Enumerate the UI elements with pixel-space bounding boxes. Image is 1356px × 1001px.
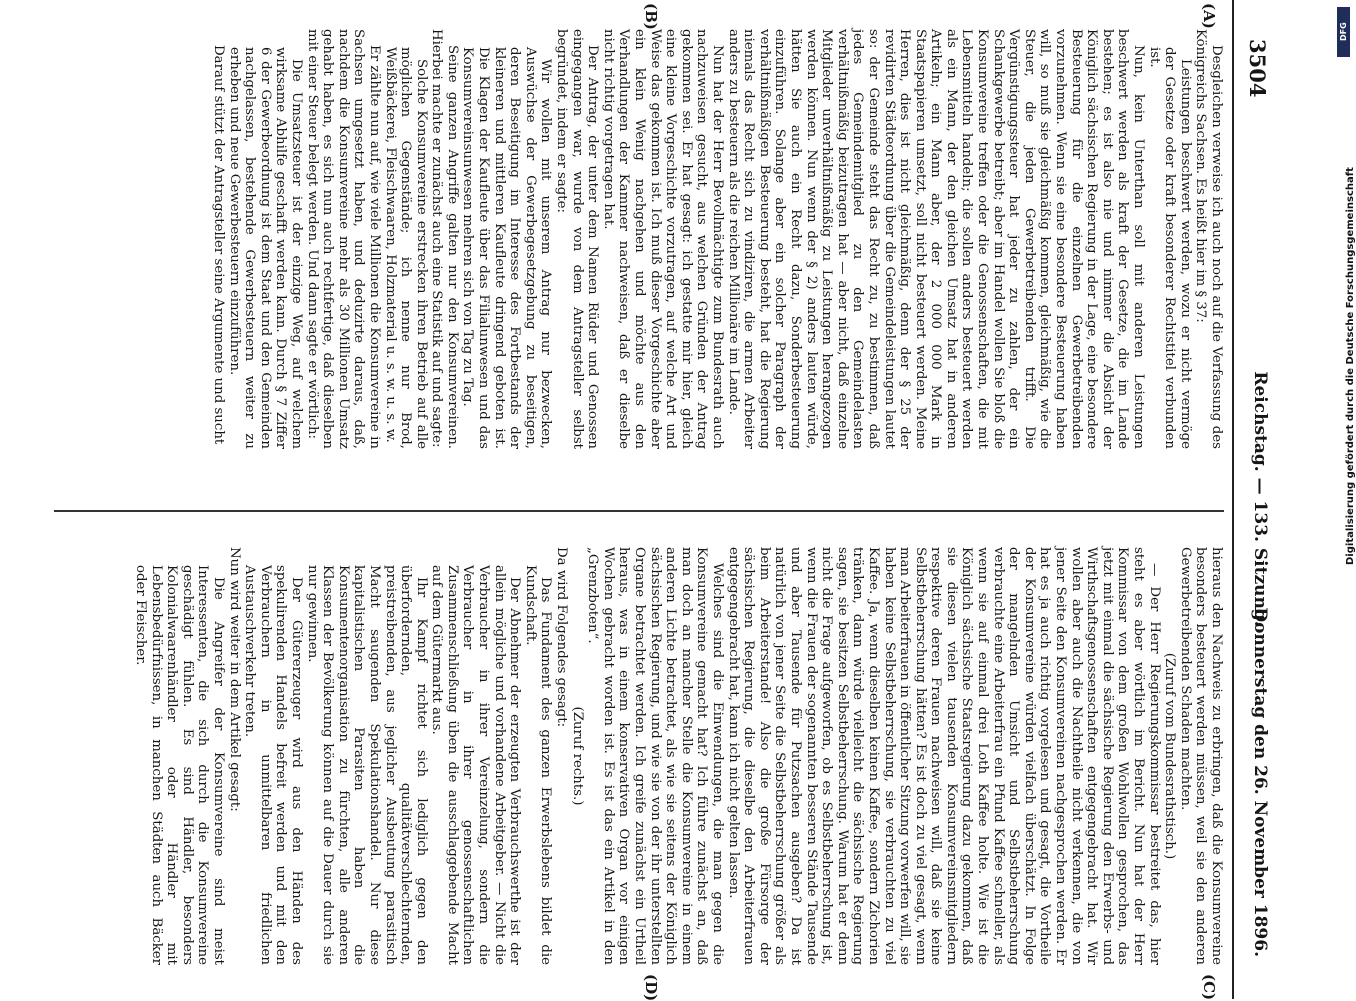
paragraph: Desgleichen verweise ich auch noch auf die Verfassung des Königreichs Sachsen. Es heißt hier im § 37: <box>1193 29 1224 449</box>
right-column <box>54 547 1224 965</box>
quote-paragraph: Der Gütererzeuger wird aus den Händen des spekulirenden Handels befreit werden und mit den Verbrauchern in unmittelbaren friedlichen Austauschverkehr treten. <box>242 565 304 965</box>
paragraph: Nun, kein Unterthan soll mit anderen Leistungen beschwert werden als kraft der Gesetze, die im Lande bestehen; es ist also nie und nimmer die Absicht der Königlich sächsischen Regierung in der Lage, eine besondere Besteuerung für die einzelnen Gewerbetreibenden vorzunehmen. Wenn sie eine besondere Besteuerung haben will, so muß sie gleichmäßig kommen, gleichmäßig, wie die Steuer, die jeden Gewerbetreibenden trifft. Die Vergünstigungssteuer hat jeder zu zahlen, der ein Schankgewerbe betreibt; aber im Handel wollen Sie bloß die Konsumvereine treffen oder die Genossenschaften, die mit Lebensmitteln handeln; die sollen anders besteuert werden als ein Mann, der den gleichen Umsatz hat in anderen Artikeln; ein Mann aber, der 2 000 000 Mark in Staatspapieren umsetzt, soll nicht besteuert werden. Meine Herren, dies ist nicht gleichmäßig, denn der § 25 der revidirten Städteordnung über die Gemeindeleistungen lautet so: der Gemeinde steht das Recht zu, zu bestimmen, daß jedes Gemeindemitglied zu den Gemeindelasten verhältnißmäßig beizutragen hat — aber nicht, daß einzelne Mitglieder unverhältnißmäßig zu Leistungen herangezogen werden können. Nun wenn der § 2) anders lauten würde, hätten Sie auch ein Recht dazu, Sonderbesteuerung einzuführen. Solange aber ein solcher Paragraph der verhältnißmäßigen Besteuerung besteht, hat die Regierung niemals das Recht sich zu vindiziren, die armen Arbeiter anders zu besteuern als die reichen Millionäre im Lande. <box>725 29 1147 449</box>
quote-paragraph: Das Fundament des ganzen Erwerbslebens bildet die Kundschaft. <box>522 565 554 965</box>
digitization-credit: Digitalisierung gefördert durch die Deutsche Forschungsgemeinschaft <box>1345 167 1356 565</box>
page-header <box>1232 0 1294 999</box>
quote-paragraph: Die Angreifer der Konsumvereine sind meist Interessenten, die sich durch die Konsumvereine geschädigt fühlen. Es sind Händler, besonders Kolonialwaarenhändler oder Händler mit Lebensbedürfnissen, in manchen Städten auch Bäcker oder Fleischer. <box>133 565 226 965</box>
page-number: 3504 <box>1245 39 1270 98</box>
paragraph: Nun hat der Herr Bevollmächtigte zum Bundesrath auch nachzuweisen gesucht, aus welchen Gründen der Antrag gekommen sei. Er hat gesagt: ich gestatte mir hier, gleich eine kleine Vorgeschichte vorzutragen, auf welche Art und Weise das gekommen ist. Ich muß dieser Vorgeschichte aber ein klein Wenig nachgehen und möchte aus den Verhandlungen der Kammer nachweisen, daß er dieselbe nicht richtig vorgetragen hat. <box>600 29 725 449</box>
quote-paragraph: Der Abnehmer der erzeugten Verbrauchswerthe ist der allein mögliche und vorhandene Arbeitgeber. — Nicht die Verbraucher in ihrer Vereinzelung, sondern die Verbraucher in ihrer genossenschaftlichen Zusammenschließung üben die ausschlaggebende Macht auf dem Gütermarkt aus. <box>429 565 523 965</box>
column-divider <box>54 510 1224 512</box>
margin-marker-b: (B) <box>642 3 660 30</box>
margin-marker-c: (C) <box>1200 974 1218 1001</box>
quote-paragraph: Solche Konsumvereine erstrecken ihren Betrieb auf alle möglichen Gegenstände; ich nenne nur Brod, Weißbäckerei, Fleischwaaren, Holzmaterial u. s. w. u. s. w. <box>382 47 429 449</box>
quote-paragraph: Die Umsatzsteuer ist der einzige Weg, auf welchem wirksame Abhilfe geschafft werden kann. Durch § 7 Ziffer 6 der Gewerbeordnung ist dem Staat und den Gemeinden nachgelassen, bestehende Gewerbesteuern weiter zu erheben und neue Gewerbesteuern einzuführen. <box>226 47 304 449</box>
dfg-logo: DFG <box>1337 7 1350 57</box>
paragraph: — Der Herr Regierungskommissar bestreitet das, hier steht es aber wörtlich im Bericht. Nun hat der Herr Kommissar von dem großen Wohlwollen gesprochen, das jetzt mit einmal die sächsische Regierung den Erwerbs- und Wirthschaftsgenossenschaften entgegengebracht hat. Wir wollen aber auch die Nachtheile nicht verkennen, die von jener Seite den Konsumvereinen nachgesprochen werden. Er hat es ja auch richtig vorgelesen und gesagt, die Vortheile der Konsumvereine würden vielfach überschätzt. In Folge der mangelnden Umsicht und Selbstbeherrschung verbrauchte eine Arbeiterfrau ein Pfund Kaffee schneller, als wenn sie auf einmal drei Loth Kaffee holte. Wie ist die Königlich sächsische Staatsregierung dazu gekommen, daß sie diesen vielen tausenden Konsumvereinsmitgliedern respektive deren Frauen nachweisen will, daß sie keine Selbstbeherrschung hätten? Es ist doch zu viel gesagt, wenn man Arbeiterfrauen in öffentlicher Sitzung vorwerfen will, sie haben keine Selbstbeherrschung, sie verbrauchten zu viel Kaffee. Ja, wenn dieselben keinen Kaffee, sondern Zichorien tränken, dann würde vielleicht die sächsische Regierung sagen, sie besitzen Selbstbeherrschung. Warum hat er denn nicht die Frage aufgeworfen, ob es Selbstbeherrschung ist, wenn die Frauen der sogenannten besseren Stände Tausende und aber Tausende für Putzsachen ausgeben? Da ist natürlich von jener Seite die Selbstbeherrschung größer als beim Arbeiterstande! Also die große Fürsorge der sächsischen Regierung, die dieselbe den Arbeiterfrauen entgegengebracht hat, kann ich nicht gelten lassen. <box>725 547 1162 965</box>
paragraph: Er zählte nun auf, wie viele Millionen die Konsumvereine in Sachsen umgesetzt haben, und deduzirte daraus, daß, nachdem die Konsumvereine mehr als 30 Millionen Umsatz gehabt haben, es sich nun auch rechtfertige, daß dieselben mit einer Steuer belegt werden. Und dann sagte er wörtlich: <box>304 29 382 449</box>
paragraph: Der Antrag, der unter dem Namen Rüder und Genossen eingegangen war, wurde von dem Antragsteller selbst begründet, indem er sagte: <box>554 29 601 449</box>
quote-paragraph: Leistungen beschwert werden, wozu er nicht vermöge der Gesetze oder kraft besonderer Rechtstitel verbunden ist. <box>1146 47 1193 449</box>
interjection: (Zuruf rechts.) <box>569 706 585 806</box>
session-date: Donnerstag den 26. November 1896. <box>1250 607 1270 957</box>
interjection: (Zuruf vom Bundesrathstisch.) <box>1162 652 1178 860</box>
paragraph: Nun wird weiter in dem Artikel gesagt: <box>226 547 242 812</box>
paragraph: Da wird Folgendes gesagt: <box>554 547 570 728</box>
paragraph: Welches sind die Einwendungen, die man gegen die Konsumvereine gemacht hat? Ich führe zunächst an, daß man doch an mancher Stelle die Konsumvereine in einem anderen Lichte betrachtet, als wie sie seitens der Königlich sächsischen Regierung, und wie sie von der ihr unterstellten Organe betrachtet werden. Ich greife zunächst ein Urtheil heraus, was in einem konservativen Organ vor einigen Wochen gebracht worden ist. Es ist das ein Artikel in den „Grenzboten“. <box>585 547 725 965</box>
paragraph: hieraus den Nachweis zu erbringen, daß die Konsumvereine besonders besteuert werden müssen, weil sie den anderen Gewerbetreibenden Schaden machten. <box>1177 547 1224 965</box>
paragraph: Seine ganzen Angriffe galten nur den Konsumvereinen. Hierbei machte er zunächst auch eine Statistik auf und sagte: <box>429 29 460 449</box>
left-column <box>54 29 1224 449</box>
margin-marker-d: (D) <box>642 974 660 1001</box>
paragraph: Darauf stützt der Antragsteller seine Argumente und sucht <box>211 45 226 445</box>
session-title-text: Reichstag. — 133. Sitzung. <box>1250 371 1270 627</box>
quote-paragraph: Ihr Kampf richtet sich lediglich gegen den überfordernden, qualitätverschlechternden, preistreibenden, aus jeglicher Ausbeutung parasitisch Macht saugenden Spekulationshandel. Nur diese kapitalistischen Parasiten haben die Konsumentenorganisation zu fürchten, alle anderen Klassen der Bevölkerung können auf die Dauer durch sie nur gewinnen. <box>304 565 429 965</box>
margin-marker-a: (A) <box>1200 3 1218 29</box>
quote-paragraph: Wir wollen mit unserem Antrag nur bezwecken, Auswüchse der Gewerbegesetzgebung zu beseitigen, deren Beseitigung im Interesse des Fortbestands der kleineren und mittleren Kaufleute dringend geboten ist. Die Klagen der Kaufleute über das Filialunwesen und das Konsumvereinsunwesen mehren sich von Tag zu Tag. <box>460 47 554 449</box>
